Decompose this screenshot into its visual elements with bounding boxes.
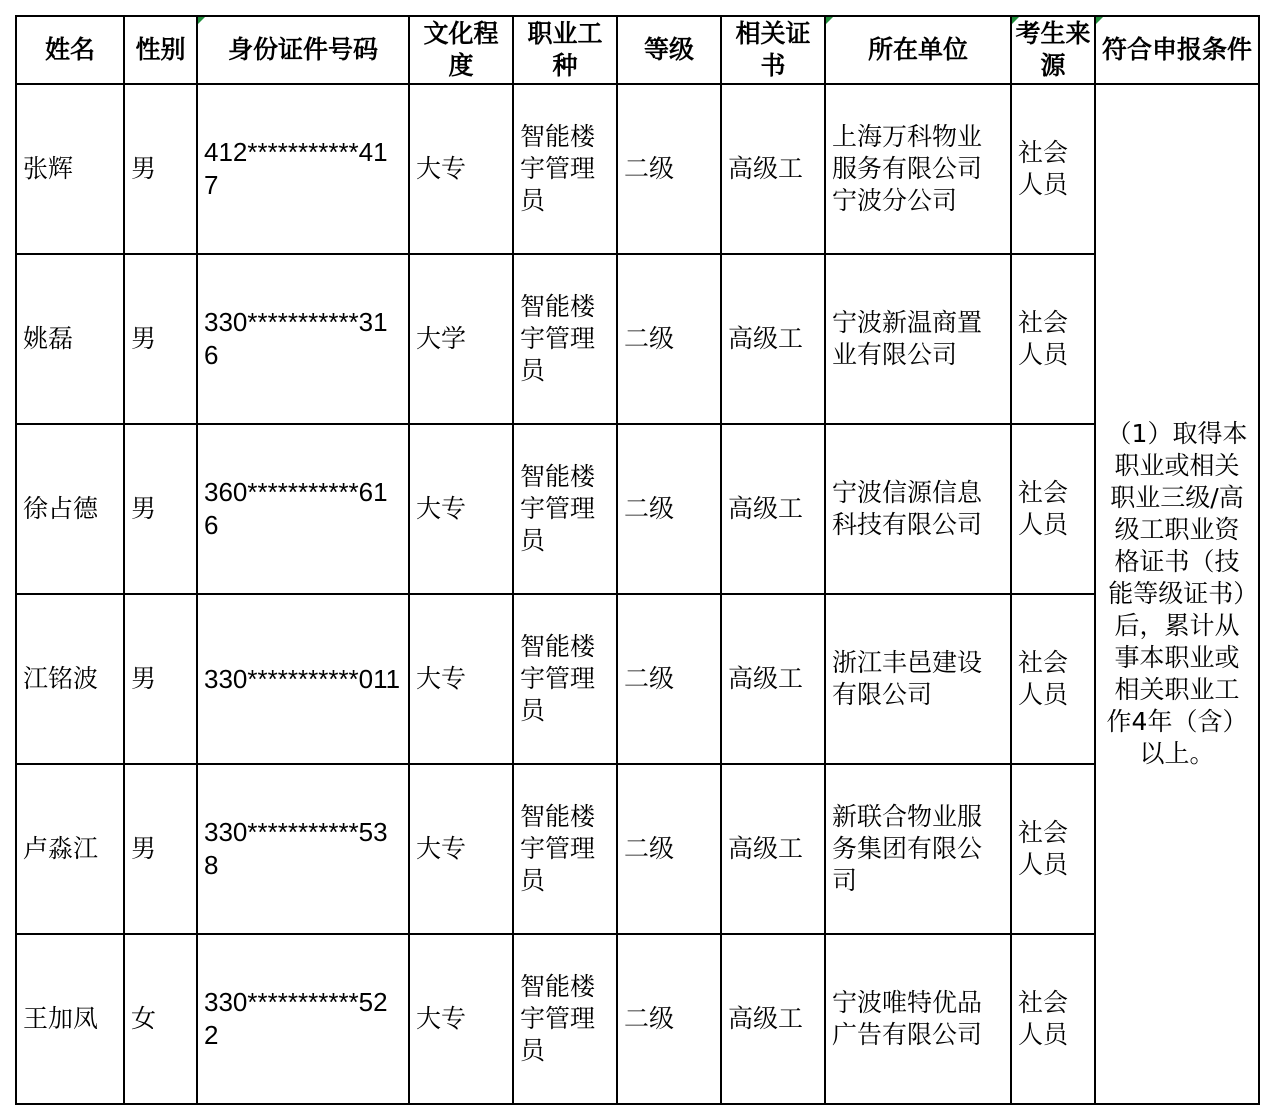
table-row bbox=[16, 424, 1259, 594]
cell-id-number: 360***********616 bbox=[197, 424, 409, 594]
cell-gender: 男 bbox=[124, 764, 197, 934]
cell-level: 二级 bbox=[617, 764, 721, 934]
cell-employer: 新联合物业服务集团有限公司 bbox=[825, 764, 1011, 934]
cell-employer: 宁波信源信息科技有限公司 bbox=[825, 424, 1011, 594]
comment-marker-icon bbox=[826, 17, 833, 24]
cell-occupation: 智能楼宇管理员 bbox=[513, 934, 617, 1104]
cell-gender: 男 bbox=[124, 424, 197, 594]
cell-level: 二级 bbox=[617, 934, 721, 1104]
header-employer: 所在单位 bbox=[825, 16, 1011, 84]
comment-marker-icon bbox=[1096, 17, 1103, 24]
cell-condition: （1）取得本职业或相关职业三级/高级工职业资格证书（技能等级证书）后，累计从事本职业或相关职业工作4年（含）以上。 bbox=[1095, 84, 1259, 1104]
header-id-number: 身份证件号码 bbox=[197, 16, 409, 84]
cell-level: 二级 bbox=[617, 84, 721, 254]
cell-id-number: 330***********011 bbox=[197, 594, 409, 764]
cell-occupation: 智能楼宇管理员 bbox=[513, 764, 617, 934]
table-row bbox=[16, 84, 1259, 254]
cell-name: 姚磊 bbox=[16, 254, 124, 424]
cell-education: 大学 bbox=[409, 254, 513, 424]
comment-marker-icon bbox=[1012, 17, 1019, 24]
cell-employer: 浙江丰邑建设有限公司 bbox=[825, 594, 1011, 764]
cell-certificate: 高级工 bbox=[721, 424, 825, 594]
header-condition: 符合申报条件 bbox=[1095, 16, 1259, 84]
cell-education: 大专 bbox=[409, 84, 513, 254]
cell-source: 社会人员 bbox=[1011, 84, 1095, 254]
cell-occupation: 智能楼宇管理员 bbox=[513, 594, 617, 764]
cell-gender: 男 bbox=[124, 594, 197, 764]
cell-source: 社会人员 bbox=[1011, 424, 1095, 594]
applicant-table bbox=[15, 15, 1260, 1105]
header-occupation: 职业工种 bbox=[513, 16, 617, 84]
cell-occupation: 智能楼宇管理员 bbox=[513, 254, 617, 424]
header-row bbox=[16, 16, 1259, 84]
cell-source: 社会人员 bbox=[1011, 254, 1095, 424]
cell-id-number: 330***********538 bbox=[197, 764, 409, 934]
cell-education: 大专 bbox=[409, 764, 513, 934]
header-source: 考生来源 bbox=[1011, 16, 1095, 84]
cell-source: 社会人员 bbox=[1011, 594, 1095, 764]
cell-name: 徐占德 bbox=[16, 424, 124, 594]
table-row bbox=[16, 934, 1259, 1104]
cell-level: 二级 bbox=[617, 594, 721, 764]
cell-education: 大专 bbox=[409, 934, 513, 1104]
cell-certificate: 高级工 bbox=[721, 934, 825, 1104]
table-row bbox=[16, 764, 1259, 934]
header-gender: 性别 bbox=[124, 16, 197, 84]
cell-employer: 宁波唯特优品广告有限公司 bbox=[825, 934, 1011, 1104]
cell-level: 二级 bbox=[617, 254, 721, 424]
cell-name: 江铭波 bbox=[16, 594, 124, 764]
header-certificate: 相关证书 bbox=[721, 16, 825, 84]
cell-gender: 男 bbox=[124, 254, 197, 424]
cell-employer: 宁波新温商置业有限公司 bbox=[825, 254, 1011, 424]
cell-id-number: 330***********316 bbox=[197, 254, 409, 424]
cell-name: 卢淼江 bbox=[16, 764, 124, 934]
cell-certificate: 高级工 bbox=[721, 594, 825, 764]
cell-name: 张辉 bbox=[16, 84, 124, 254]
cell-occupation: 智能楼宇管理员 bbox=[513, 84, 617, 254]
cell-certificate: 高级工 bbox=[721, 254, 825, 424]
cell-id-number: 330***********522 bbox=[197, 934, 409, 1104]
comment-marker-icon bbox=[198, 17, 205, 24]
cell-gender: 男 bbox=[124, 84, 197, 254]
cell-occupation: 智能楼宇管理员 bbox=[513, 424, 617, 594]
header-level: 等级 bbox=[617, 16, 721, 84]
cell-certificate: 高级工 bbox=[721, 764, 825, 934]
cell-id-number: 412***********417 bbox=[197, 84, 409, 254]
cell-name: 王加凤 bbox=[16, 934, 124, 1104]
cell-level: 二级 bbox=[617, 424, 721, 594]
table-row bbox=[16, 254, 1259, 424]
cell-education: 大专 bbox=[409, 424, 513, 594]
header-education: 文化程度 bbox=[409, 16, 513, 84]
cell-gender: 女 bbox=[124, 934, 197, 1104]
cell-source: 社会人员 bbox=[1011, 764, 1095, 934]
cell-employer: 上海万科物业服务有限公司宁波分公司 bbox=[825, 84, 1011, 254]
cell-source: 社会人员 bbox=[1011, 934, 1095, 1104]
header-name: 姓名 bbox=[16, 16, 124, 84]
cell-education: 大专 bbox=[409, 594, 513, 764]
table-row bbox=[16, 594, 1259, 764]
cell-certificate: 高级工 bbox=[721, 84, 825, 254]
